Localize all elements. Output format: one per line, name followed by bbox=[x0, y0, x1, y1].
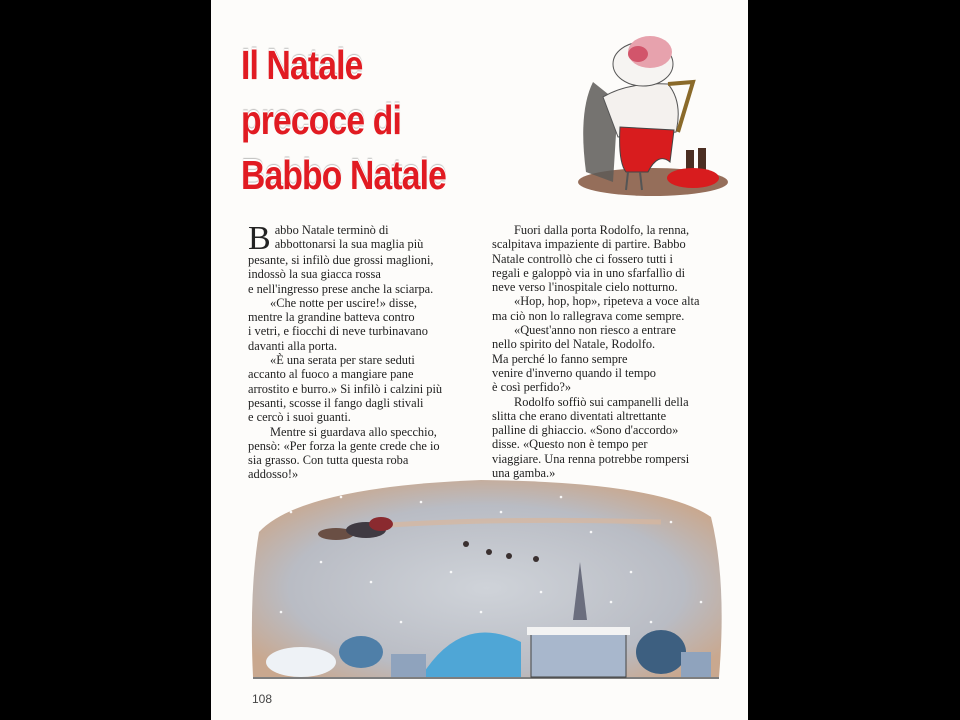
text-line: venire d'inverno quando il tempo bbox=[492, 365, 656, 380]
text-line: viaggiare. Una renna potrebbe rompersi bbox=[492, 451, 690, 466]
text-line: Mentre si guardava allo specchio, bbox=[270, 424, 437, 439]
paragraph bbox=[248, 353, 480, 424]
text-line: «Hop, hop, hop», ripeteva a voce alta bbox=[514, 294, 700, 309]
snowy-village-sleigh-illustration bbox=[241, 472, 731, 684]
text-line: slitta che erano diventati altrettante bbox=[492, 408, 667, 423]
drop-cap: B bbox=[248, 220, 271, 257]
text-line: «Quest'anno non riesco a entrare bbox=[514, 323, 676, 338]
text-line: addosso!» bbox=[248, 467, 299, 482]
santa-dressing-illustration bbox=[558, 22, 728, 202]
text-line: una gamba.» bbox=[492, 466, 556, 481]
title-line-3: Babbo Natale bbox=[241, 152, 446, 198]
paragraph bbox=[248, 296, 480, 353]
text-line: Ma perché lo fanno sempre bbox=[492, 351, 628, 366]
text-line: ma ciò non lo rallegrava come sempre. bbox=[492, 308, 685, 323]
text-column-right bbox=[492, 223, 732, 480]
text-line: mentre la grandine batteva contro bbox=[248, 310, 415, 325]
book-page bbox=[211, 0, 748, 720]
title-line-1: Il Natale bbox=[241, 42, 363, 88]
paragraph bbox=[492, 395, 732, 481]
text-line: disse. «Questo non è tempo per bbox=[492, 437, 648, 452]
paragraph bbox=[248, 220, 480, 296]
text-line: «Che notte per uscire!» disse, bbox=[270, 295, 417, 310]
paragraph bbox=[492, 223, 732, 294]
page-title bbox=[241, 38, 454, 203]
text-column-left bbox=[248, 220, 480, 482]
title-line-2: precoce di bbox=[241, 97, 401, 143]
page-number: 108 bbox=[252, 692, 273, 706]
text-line: arrostito e burro.» Si infilò i calzini più bbox=[248, 381, 443, 396]
paragraph bbox=[492, 323, 732, 394]
text-line: regali e galoppò via in uno sfarfallìo di bbox=[492, 265, 686, 280]
text-line: Rodolfo soffiò sui campanelli della bbox=[514, 394, 689, 409]
text-line: indossò la sua giacca rossa bbox=[248, 267, 381, 282]
text-line: neve verso l'inospitale cielo notturno. bbox=[492, 280, 678, 295]
paragraph bbox=[492, 294, 732, 323]
text-line: abbo Natale terminò di bbox=[274, 223, 389, 237]
text-line: Natale controllò che ci fossero tutti i bbox=[492, 251, 673, 266]
text-line: sia grasso. Con tutta questa roba bbox=[248, 453, 409, 468]
text-line: e nell'ingresso prese anche la sciarpa. bbox=[248, 281, 434, 296]
text-line: abbottonarsi la sua maglia più bbox=[274, 237, 424, 252]
text-line: «È una serata per stare seduti bbox=[270, 353, 415, 368]
text-line: accanto al fuoco a mangiare pane bbox=[248, 367, 414, 382]
text-line: palline di ghiaccio. «Sono d'accordo» bbox=[492, 423, 679, 438]
text-line: pesanti, scosse il fango dagli stivali bbox=[248, 395, 424, 410]
text-line: è così perfido?» bbox=[492, 380, 572, 395]
text-line: Fuori dalla porta Rodolfo, la renna, bbox=[514, 223, 690, 237]
text-line: e cercò i suoi guanti. bbox=[248, 410, 351, 425]
text-line: davanti alla porta. bbox=[248, 338, 338, 353]
text-line: scalpitava impaziente di partire. Babbo bbox=[492, 237, 686, 252]
text-line: i vetri, e fiocchi di neve turbinavano bbox=[248, 324, 428, 339]
text-line: pensò: «Per forza la gente crede che io bbox=[248, 438, 440, 453]
text-line: pesante, si infilò due grossi maglioni, bbox=[248, 253, 434, 267]
text-line: nello spirito del Natale, Rodolfo. bbox=[492, 337, 656, 352]
